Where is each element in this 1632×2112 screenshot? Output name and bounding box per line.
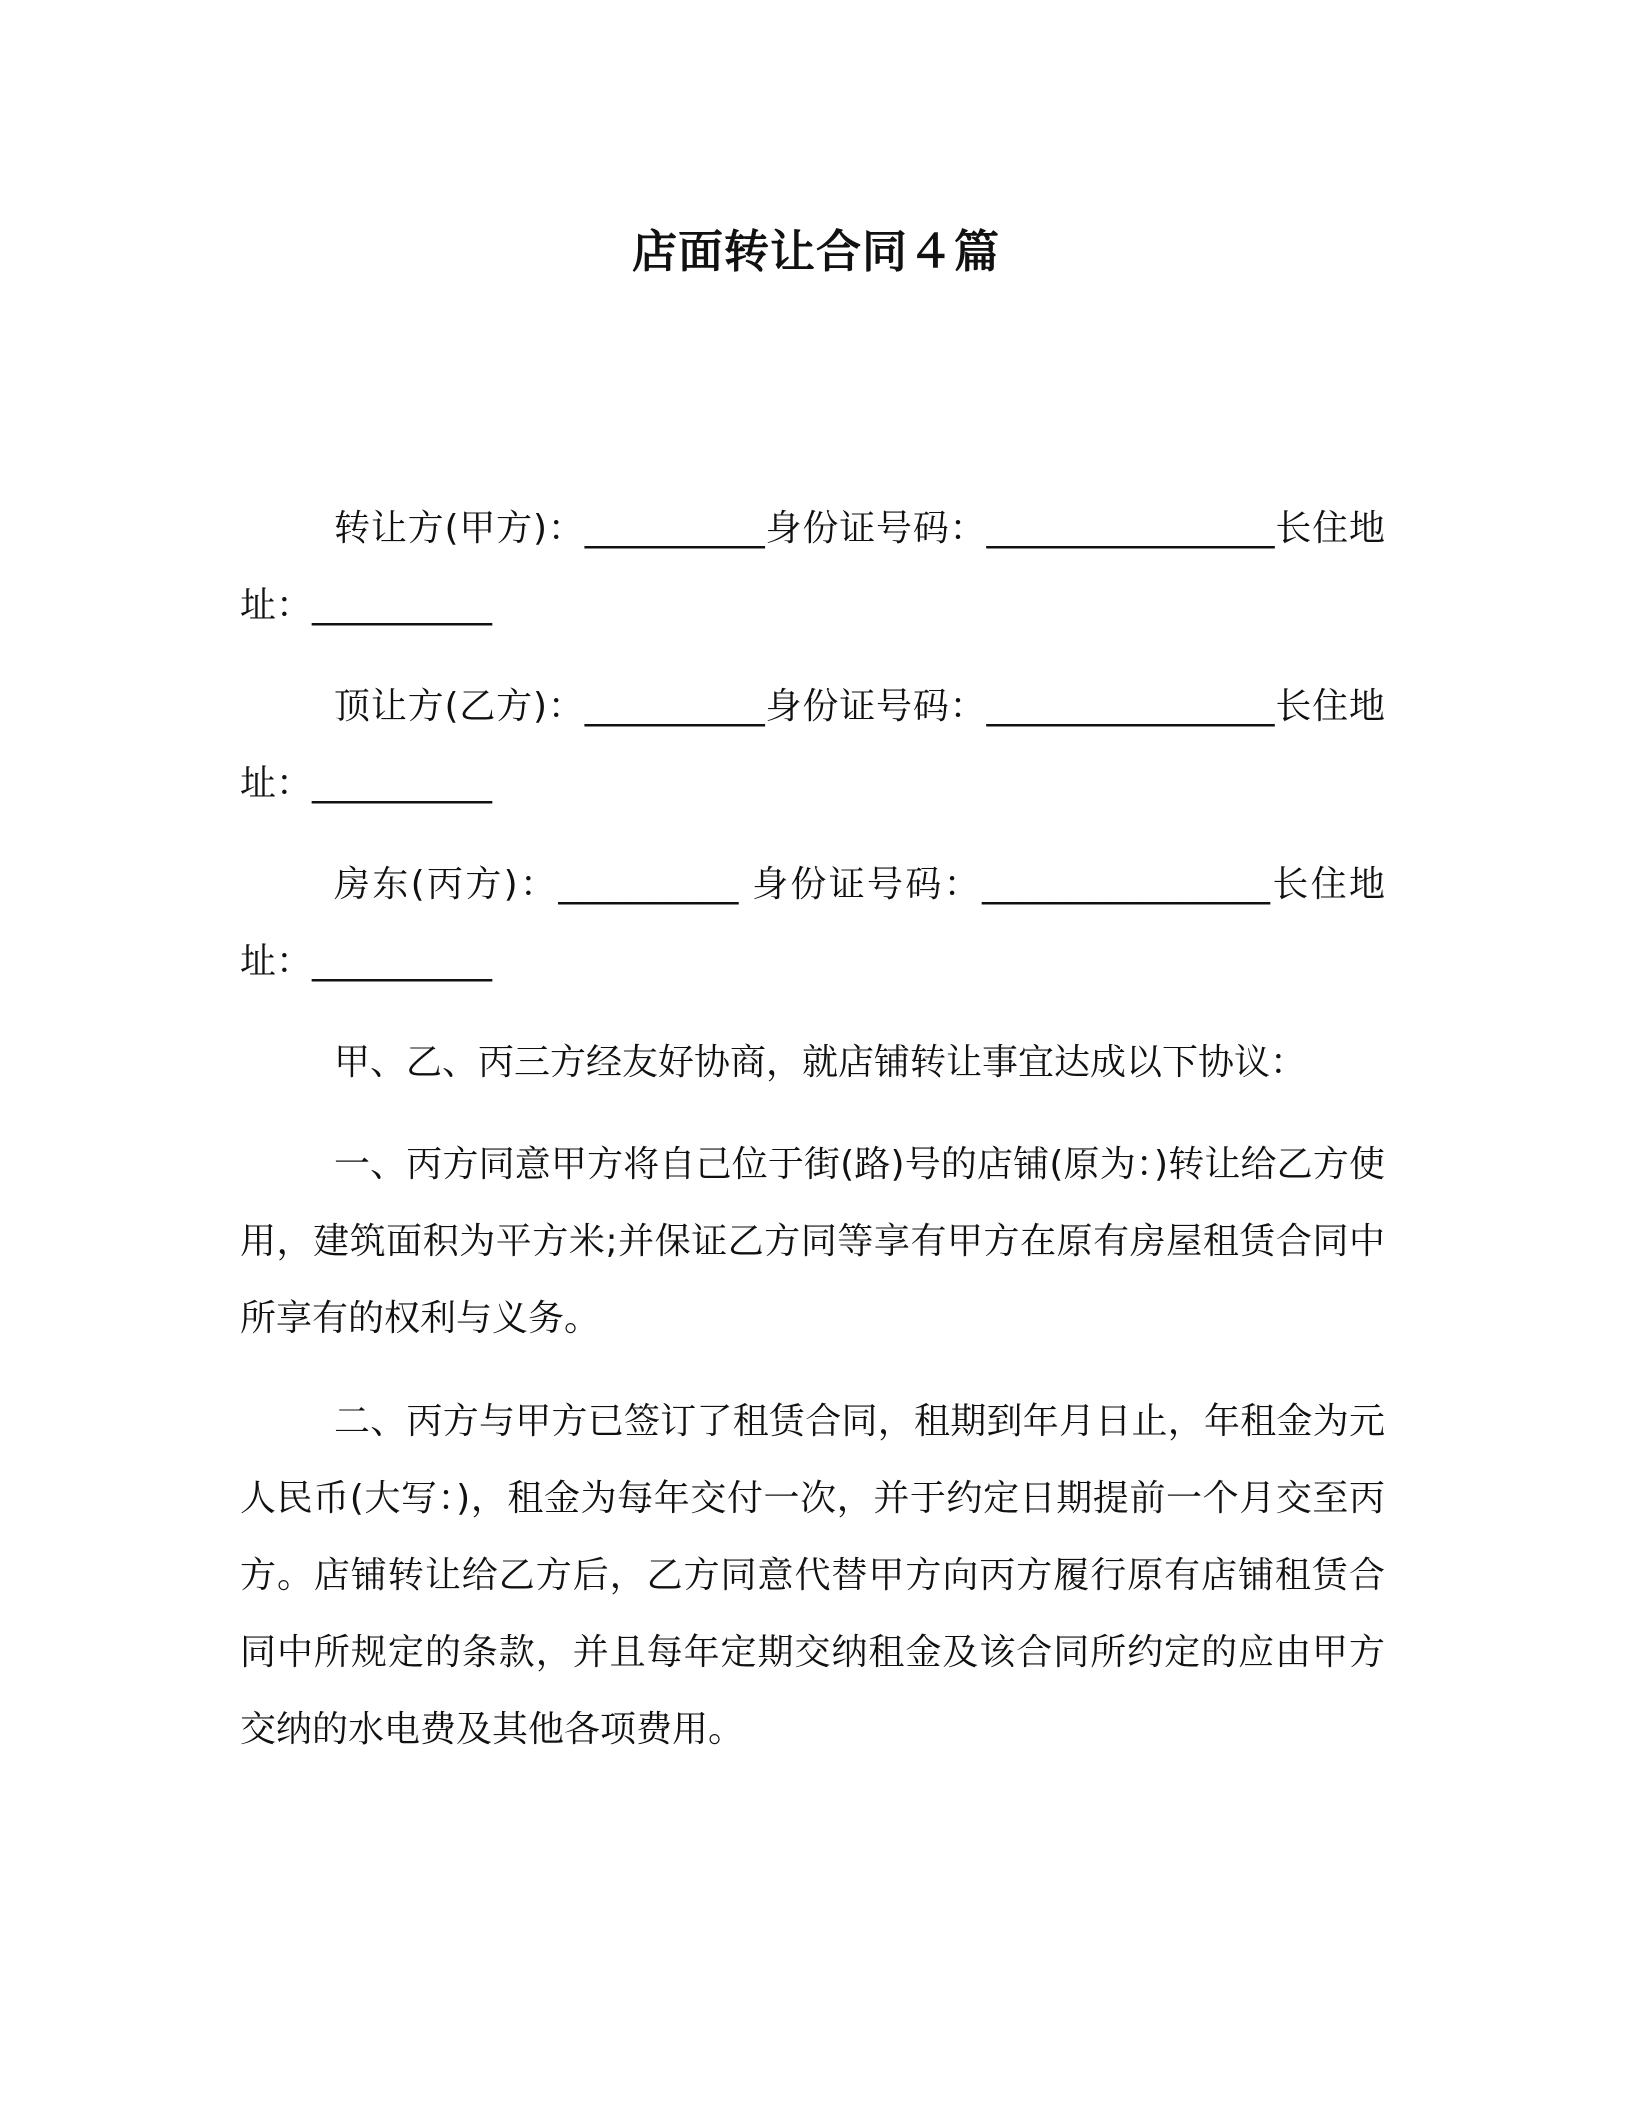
party-a-paragraph: 转让方(甲方)：__________身份证号码：________________长住地址：__________: [240, 508, 1385, 626]
landlord-paragraph: 房东(丙方)：__________ 身份证号码：________________长住地址：__________: [240, 864, 1385, 982]
document-title: 店面转让合同４篇: [631, 225, 1000, 278]
agreement-intro-paragraph: 甲、乙、丙三方经友好协商，就店铺转让事宜达成以下协议：: [334, 1042, 1307, 1083]
clause-2-paragraph: 二、丙方与甲方已签订了租赁合同，租期到年月日止，年租金为元人民币(大写：)，租金为每年交付一次，并于约定日期提前一个月交至丙方。店铺转让给乙方后，乙方同意代替甲方向丙方履行原有店铺租赁合同中所规定的条款，并且每年定期交纳租金及该合同所约定的应由甲方交纳的水电费及其他各项费用。: [240, 1401, 1385, 1750]
party-b-paragraph: 顶让方(乙方)：__________身份证号码：________________长住地址：__________: [240, 686, 1385, 804]
clause-1-paragraph: 一、丙方同意甲方将自己位于街(路)号的店铺(原为：)转让给乙方使用，建筑面积为平方米;并保证乙方同等享有甲方在原有房屋租赁合同中所享有的权利与义务。: [240, 1144, 1385, 1339]
